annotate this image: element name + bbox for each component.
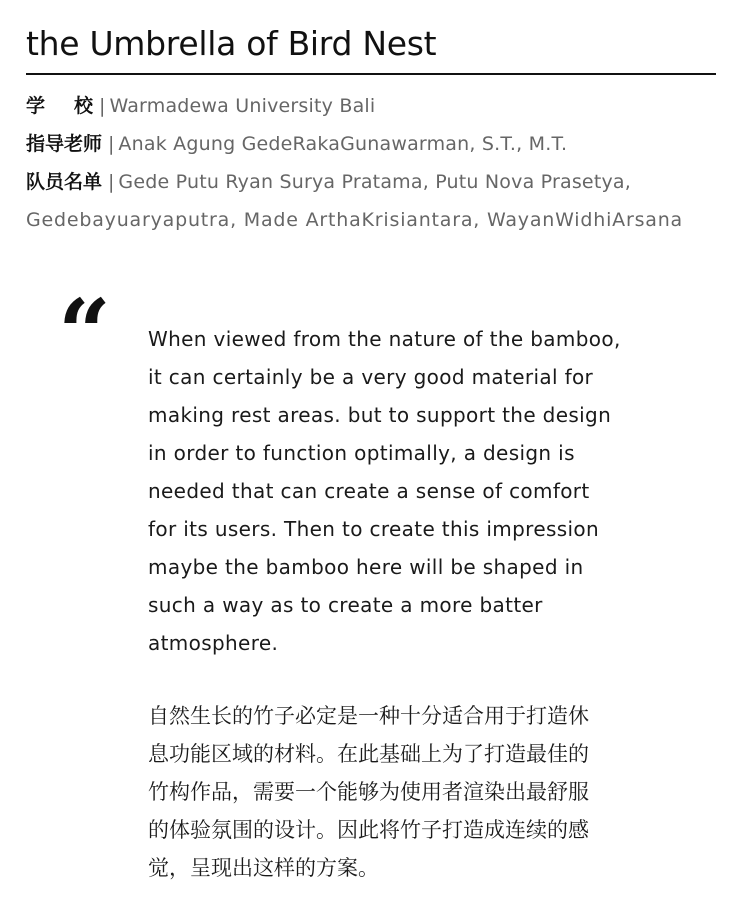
team-value-line1: Gede Putu Ryan Surya Pratama, Putu Nova Prasetya, [118,171,631,193]
english-line: for its users. Then to create this impression [148,517,600,541]
team-row [26,163,736,201]
chinese-line: 息功能区域的材料。在此基础上为了打造最佳的 [148,742,589,766]
chinese-description [148,697,618,887]
school-label-char: 学 [26,95,75,117]
english-description [148,320,621,662]
english-line: such a way as to create a more batter [148,593,543,617]
team-value-line2: Gedebayuaryaputra, Made ArthaKrisiantara, WayanWidhiArsana [26,209,683,231]
english-line: making rest areas. but to support the design [148,403,612,427]
chinese-line: 竹构作品，需要一个能够为使用者渲染出最舒服 [148,780,589,804]
title-divider [26,73,716,75]
separator: | [108,133,115,155]
english-line: in order to function optimally, a design is [148,441,575,465]
english-line: it can certainly be a very good material for [148,365,594,389]
project-meta [26,87,736,239]
team-label: 队员名单 [26,171,103,193]
english-line: When viewed from the nature of the bamboo, [148,327,621,351]
school-label [26,87,93,125]
chinese-line: 觉，呈现出这样的方案。 [148,856,379,880]
school-row [26,87,736,125]
school-value: Warmadewa University Bali [109,95,376,117]
separator: | [99,95,106,117]
separator: | [108,171,115,193]
advisor-row [26,125,736,163]
advisor-value: Anak Agung GedeRakaGunawarman, S.T., M.T. [118,133,568,155]
school-label-char: 校 [74,95,94,117]
quote-mark-icon: “ [58,279,111,387]
english-line: needed that can create a sense of comfort [148,479,590,503]
chinese-line: 的体验氛围的设计。因此将竹子打造成连续的感 [148,818,589,842]
english-line: atmosphere. [148,631,279,655]
english-line: maybe the bamboo here will be shaped in [148,555,584,579]
chinese-line: 自然生长的竹子必定是一种十分适合用于打造休 [148,704,589,728]
page-title: the Umbrella of Bird Nest [26,24,437,63]
advisor-label: 指导老师 [26,133,103,155]
